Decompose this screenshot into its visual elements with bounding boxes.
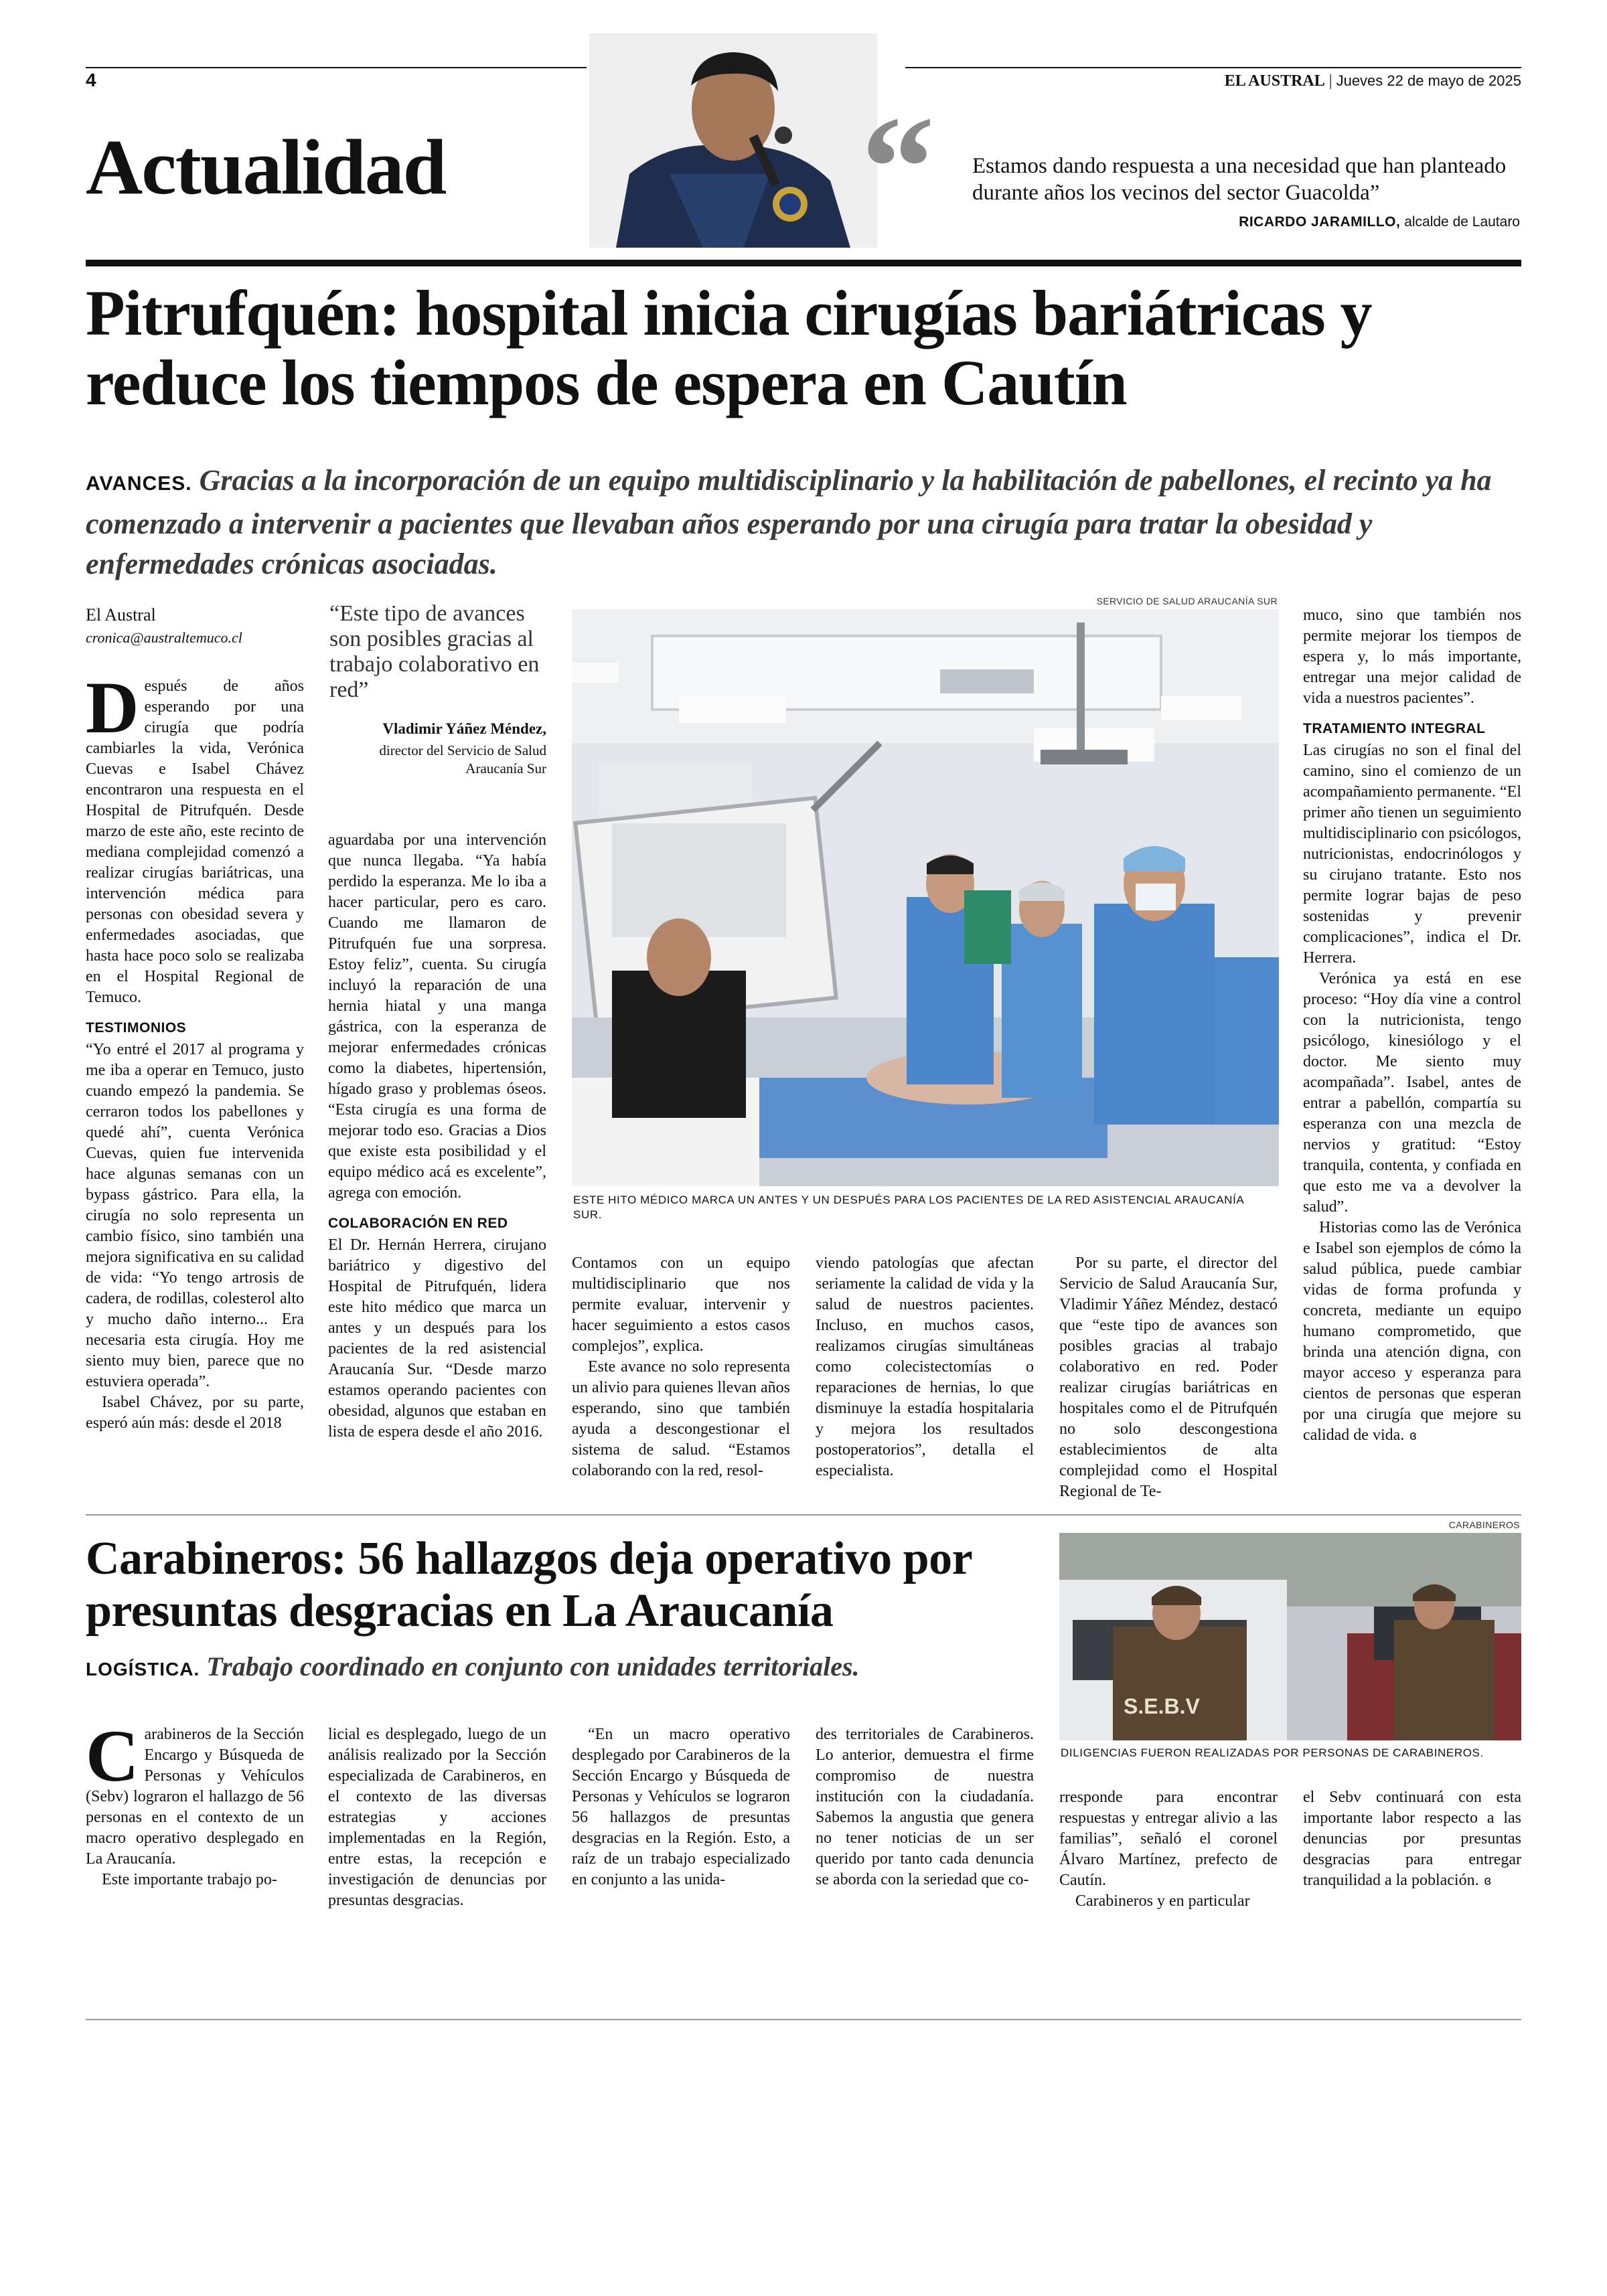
article2-lead-label: LOGÍSTICA.	[86, 1659, 200, 1679]
article1-col6-third: Verónica ya está en ese proceso: “Hoy día vine a control con la nutricionista, tengo psicólogo, kinesiólogo y el doctor. Me siento muy acompañada”. Isabel, antes de entrar a pabellón, compartía su esperanza con una mezcla de nervios y gratitud: “Estoy tranquila, contenta, y confiada en que esto me va a devolver la salud”.	[1303, 970, 1521, 1216]
header-quote-role: alcalde de Lautaro	[1404, 214, 1520, 230]
article1-pullquote-role: director del Servicio de Salud Araucanía Sur	[379, 742, 546, 776]
article1-email: cronica@australtemuco.cl	[86, 629, 242, 646]
article1-col5: Por su parte, el director del Servicio de Salud Araucanía Sur, Vladimir Yáñez Méndez, destacó que “este tipo de avances son posibles gracias al trabajo colaborativo en red. Poder realizar cirugías bariátricas en hospitales como el de Pitrufquén no solo descongestiona establecimientos de alta complejidad como el Hospital Regional de Te-	[1059, 1254, 1278, 1500]
article2-column-3	[572, 1724, 790, 1890]
article2-lead	[86, 1649, 1057, 1687]
article1-col2-second: El Dr. Hernán Herrera, cirujano bariátrico y digestivo del Hospital de Pitrufquén, lidera este hito médico que marca un antes y un después para los pacientes de la red asistencial Araucanía Sur. “Desde marzo estamos operando pacientes con obesidad, algunos que estaban en lista de espera desde el año 2016.	[328, 1236, 546, 1441]
publication-name: EL AUSTRAL	[1224, 72, 1325, 90]
article1-end-mark: ɞ	[1409, 1428, 1417, 1443]
article2-photo-credit: CARABINEROS	[1448, 1520, 1520, 1530]
article2-col5-b: Carabineros y en particular	[1075, 1892, 1250, 1910]
article-separator	[86, 1514, 1521, 1515]
surgery-scene-svg	[572, 609, 1279, 1186]
article1-dropcap: D	[86, 667, 139, 748]
article1-column-5	[1059, 1253, 1278, 1502]
article2-col3: “En un macro operativo desplegado por Carabineros de la Sección Encargo y Búsqueda de Personas y Vehículos se lograron 56 hallazgos de presuntas desgracias en la Región. Esto, a raíz de un trabajo especializado en conjunto a las unida-	[572, 1726, 790, 1888]
header-quote-text: Estamos dando respuesta a una necesidad que han planteado durante años los vecinos del sector Guacolda”	[972, 154, 1507, 205]
article2-col1-b: Este importante trabajo po-	[102, 1871, 277, 1888]
article1-photo-caption: ESTE HITO MÉDICO MARCA UN ANTES Y UN DESPUÉS PARA LOS PACIENTES DE LA RED ASISTENCIAL ARAUCANÍA SUR.	[573, 1194, 1244, 1221]
header-quote-mark: “	[861, 86, 935, 249]
article1-column-1	[86, 667, 304, 1434]
article2-end-mark: ɞ	[1484, 1874, 1491, 1888]
article1-col6-first: muco, sino que también nos permite mejorar los tiempos de espera y, lo más importante, entregar una mejor calidad de vida a nuestros pacientes”.	[1303, 606, 1521, 707]
article2-col6: el Sebv continuará con esta importante labor respecto a las denuncias por presuntas desgracias para entregar tranquilidad a la población.	[1303, 1789, 1521, 1889]
header-rule-left	[86, 67, 587, 68]
article2-column-5	[1059, 1787, 1278, 1912]
article1-lead-text: Gracias a la incorporación de un equipo multidisciplinario y la habilitación de pabellones, el recinto ya ha comenzado a intervenir a pacientes que llevaban años esperando por una cirugía para tratar la obesidad y enfermedades crónicas asociadas.	[86, 464, 1492, 580]
article1-subhead-colaboracion: COLABORACIÓN EN RED	[328, 1216, 508, 1231]
article2-column-2	[328, 1724, 546, 1911]
carabineros-scene-svg	[1059, 1533, 1521, 1740]
article1-lead	[86, 461, 1521, 584]
article1-col1-first: espués de años esperando por una cirugía que podría cambiarles la vida, Verónica Cuevas e Isabel Chávez encontraron una respuesta en el Hospital de Pitrufquén. Desde marzo de este año, este recinto de mediana complejidad comenzó a realizar cirugías bariátricas, una intervención médica para personas con obesidad severa y enfermedades asociadas, que hasta hace poco solo se realizaba en el Hospital Regional de Temuco.	[86, 677, 304, 1006]
header-quote-author: RICARDO JARAMILLO,	[1239, 214, 1401, 230]
article2-carabineros-photo	[1059, 1533, 1521, 1740]
article2-column-6	[1303, 1787, 1521, 1892]
article1-col1-third: Isabel Chávez, por su parte, esperó aún más: desde el 2018	[86, 1394, 304, 1432]
footer-rule	[86, 2019, 1521, 2020]
article1-pullquote-author: Vladimir Yáñez Méndez,	[382, 720, 546, 737]
article1-lead-label: AVANCES.	[86, 473, 192, 495]
header-quote-attribution	[1071, 214, 1520, 230]
article1-column-3	[572, 1253, 790, 1481]
article1-column-4	[816, 1253, 1034, 1481]
article2-photo-caption: DILIGENCIAS FUERON REALIZADAS POR PERSONAS DE CARABINEROS.	[1061, 1746, 1484, 1759]
header-rule-right	[905, 67, 1521, 68]
article2-column-1	[86, 1715, 304, 1890]
article2-col1: arabineros de la Sección Encargo y Búsqueda de Personas y Vehículos (Sebv) lograron el hallazgo de 56 personas en el contexto de un macro operativo desplegado en La Araucanía.	[86, 1726, 304, 1868]
article2-col5: rresponde para encontrar respuestas y entregar alivio a las familias”, señaló el coronel Álvaro Martínez, prefecto de Cautín.	[1059, 1789, 1278, 1889]
article2-lead-text: Trabajo coordinado en conjunto con unidades territoriales.	[206, 1651, 860, 1682]
article1-byline: El Austral	[86, 605, 156, 625]
article1-col4: viendo patologías que afectan seriamente la calidad de vida y la salud de nuestros pacientes. Incluso, en muchos casos, realizamos cirugías simultáneas como colecistectomías o reparaciones de hernias, lo que disminuye la estadía hospitalaria y mejora los resultados postoperatorios”, detalla el especialista.	[816, 1254, 1034, 1479]
article1-headline: Pitrufquén: hospital inicia cirugías bariátricas y reduce los tiempos de espera en Cautín	[86, 277, 1372, 418]
article1-col3-b: Este avance no solo representa un alivio para quienes llevan años esperando, sino que también ayuda a descongestionar el sistema de salud. “Estamos colaborando con la red, resol-	[572, 1358, 790, 1479]
article1-subhead-tratamiento: TRATAMIENTO INTEGRAL	[1303, 721, 1486, 736]
masthead-line: EL AUSTRAL | Jueves 22 de mayo de 2025	[1224, 72, 1521, 90]
article1-col2-first: aguardaba por una intervención que nunca llegaba. “Ya había perdido la esperanza. Me lo iba a hacer particular, pero es caro. Cuando me llamaron de Pitrufquén fue una sorpresa. Estoy feliz”, cuenta. Su cirugía incluyó la reparación de una hernia hiatal y una manga gástrica, con la esperanza de mejorar enfermedades crónicas como la diabetes, hipertensión, hígado graso y problemas óseos. “Esta cirugía es una forma de mejorar todo eso. Gracias a Dios que existe esta posibilidad y el equipo médico acá es excelente”, agrega con emoción.	[328, 831, 546, 1202]
mayor-portrait-svg	[589, 33, 877, 248]
article1-col6-fourth: Historias como las de Verónica e Isabel son ejemplos de cómo la salud pública, puede cambiar vidas de forma profunda y concreta, mediante un equipo humano comprometido, que brinda una atención digna, con mayor acceso y esperanza para cientos de personas que esperan por una cirugía que mejore su calidad de vida.	[1303, 1219, 1521, 1444]
article2-col2: licial es desplegado, luego de un análisis realizado por la Sección especializada de Carabineros, en el contexto de las diversas estrategias y acciones implementadas en la Región, entre estas, la recepción e investigación de denuncias por presuntas desgracias.	[328, 1726, 546, 1909]
article1-column-2	[328, 830, 546, 1443]
article1-pullquote: “Este tipo de avances son posibles gracias al trabajo colaborativo en red”	[329, 601, 540, 702]
article2-column-4	[816, 1724, 1034, 1890]
article1-surgery-photo	[572, 609, 1279, 1186]
article1-subhead-testimonios: TESTIMONIOS	[86, 1020, 187, 1036]
article2-col4: des territoriales de Carabineros. Lo anterior, demuestra el firme compromiso de nuestra institución con la ciudadanía. Sabemos la angustia que genera no tener noticias de un ser querido por tanto cada denuncia se aborda con la seriedad que co-	[816, 1726, 1034, 1888]
article1-col3: Contamos con un equipo multidisciplinario que nos permite evaluar, intervenir y hacer seguimiento a estos casos complejos”, explica.	[572, 1254, 790, 1355]
article2-headline: Carabineros: 56 hallazgos deja operativo por presuntas desgracias en La Araucanía	[86, 1533, 972, 1637]
article1-col1-second: “Yo entré el 2017 al programa y me iba a operar en Temuco, justo cuando empezó la pandemia. Se cerraron todos los pabellones y quedé ahí”, cuenta Verónica Cuevas, quien fue intervenida hace algunas semanas con un bypass gástrico. Para ella, la cirugía no solo representa un cambio físico, sino también una mejora significativa en su calidad de vida: “Yo tengo artrosis de cadera, de rodillas, colesterol alto y mucho daño interno... Era necesaria esta cirugía. Hoy me siento muy bien, parece que no estuviera operada”.	[86, 1041, 304, 1390]
issue-date: Jueves 22 de mayo de 2025	[1336, 72, 1521, 89]
section-title: Actualidad	[86, 123, 446, 211]
article1-column-6	[1303, 605, 1521, 1447]
article1-photo-credit: SERVICIO DE SALUD ARAUCANÍA SUR	[1096, 596, 1278, 606]
article2-dropcap: C	[86, 1715, 139, 1797]
vest-lettering: S.E.B.V	[1124, 1694, 1200, 1718]
page-number: 4	[86, 70, 96, 90]
mayor-photo	[589, 33, 877, 248]
article1-col6-second: Las cirugías no son el final del camino, sino el comienzo de un acompañamiento permanente. “El primer año tienen un seguimiento multidisciplinario con psicólogos, nutricionistas, endocrinólogos y su cirujano tratante. Esto nos permite lograr bajas de peso sostenidas y prevenir complicaciones”, indica el Dr. Herrera.	[1303, 742, 1521, 967]
header-thick-rule	[86, 260, 1521, 266]
